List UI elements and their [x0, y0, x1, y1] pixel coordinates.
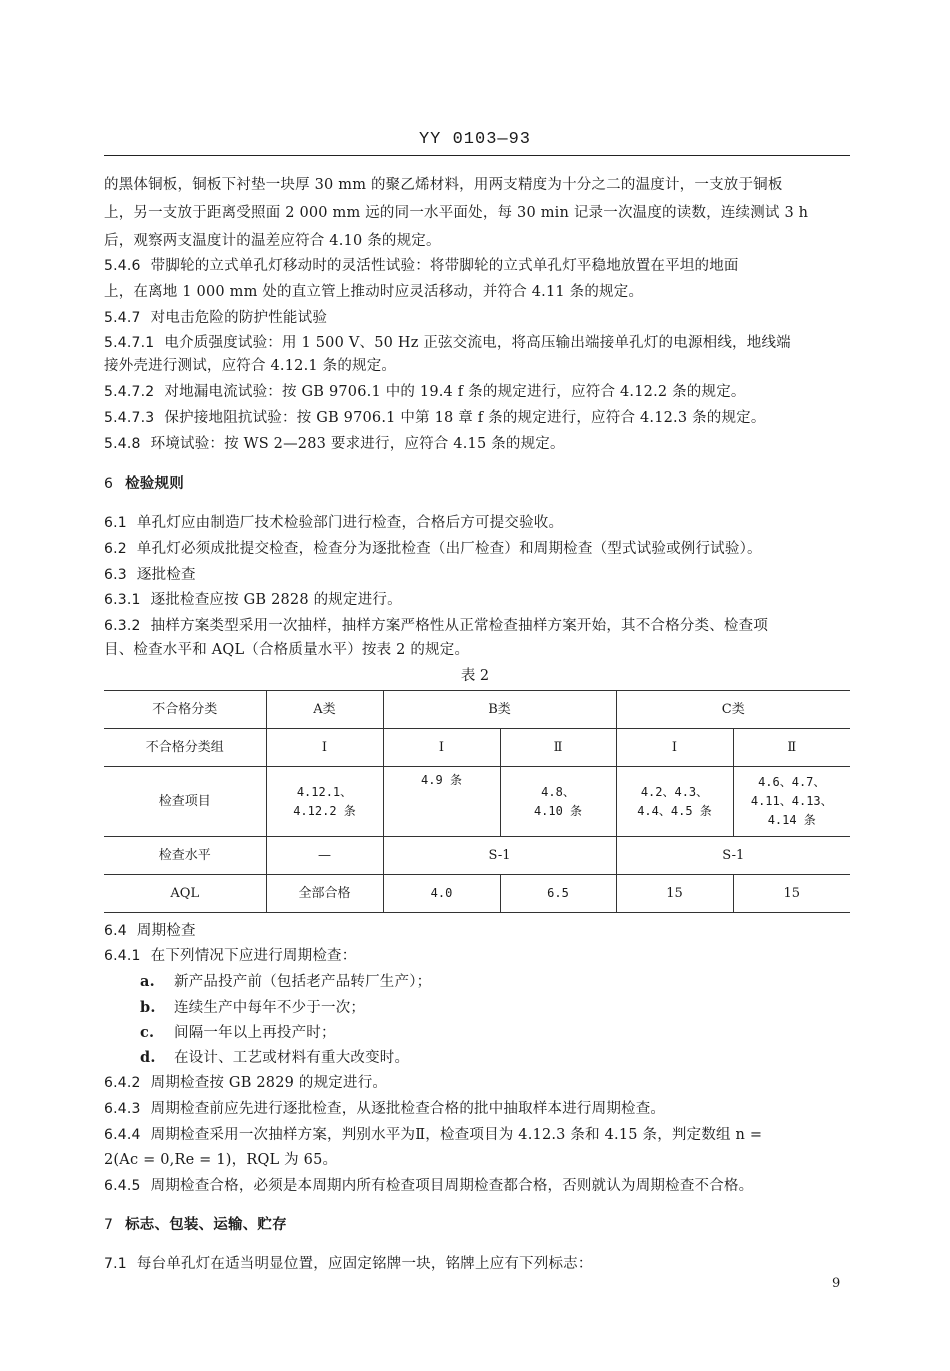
page-header: YY 0103—93	[418, 130, 532, 149]
clause-text: 周期检查采用一次抽样方案，判别水平为Ⅱ，检查项目为 4.12.3 条和 4.15 条，判定数组 n =	[150, 1127, 763, 1143]
cell-line: 4.10 条	[533, 803, 583, 818]
table-cell: Ⅰ	[616, 729, 733, 767]
clause-6-2	[104, 539, 850, 559]
clause-5-4-6	[104, 256, 850, 276]
list-letter: a.	[140, 973, 155, 990]
clause-text: 周期检查合格，必须是本周期内所有检查项目周期检查都合格，否则就认为周期检查不合格。	[150, 1178, 754, 1194]
clause-text: 单孔灯应由制造厂技术检验部门进行检查，合格后方可提交验收。	[136, 515, 564, 531]
clause-6-3-2	[104, 616, 850, 636]
header-rule	[104, 155, 850, 156]
clause-text: 逐批检查应按 GB 2828 的规定进行。	[150, 592, 402, 608]
clause-number: 5.4.7.1	[104, 335, 155, 351]
clause-6-4-5	[104, 1176, 850, 1196]
table-cell: 4.0	[383, 875, 500, 913]
clause-text: 对地漏电流试验：按 GB 9706.1 中的 19.4 f 条的规定进行，应符合 4.12.2 条的规定。	[164, 384, 746, 400]
list-item	[140, 1048, 886, 1068]
cell-line: 4.8、	[541, 784, 575, 799]
table-cell: S-1	[383, 837, 616, 875]
clause-number: 6.3	[104, 567, 127, 583]
clause-number: 5.4.7.2	[104, 384, 155, 400]
clause-number: 6.4	[104, 923, 127, 939]
clause-text: 在下列情况下应进行周期检查：	[150, 948, 357, 964]
cell-line: 4.6、4.7、	[758, 775, 826, 789]
clause-text: 环境试验：按 WS 2—283 要求进行，应符合 4.15 条的规定。	[150, 436, 565, 452]
table-header-cell: 不合格分类	[104, 691, 266, 729]
clause-5-4-7-1-cont: 接外壳进行测试，应符合 4.12.1 条的规定。	[104, 358, 397, 374]
clause-text: 每台单孔灯在适当明显位置，应固定铭牌一块，铭牌上应有下列标志：	[136, 1256, 593, 1272]
table-header-cell: C类	[616, 691, 850, 729]
clause-number: 5.4.7	[104, 310, 141, 326]
clause-number: 6.4.4	[104, 1127, 141, 1143]
clause-5-4-7-1	[104, 333, 850, 353]
clause-6-4-1	[104, 946, 850, 966]
clause-5-4-7-3	[104, 408, 850, 428]
clause-text: 单孔灯必须成批提交检查，检查分为逐批检查（出厂检查）和周期检查（型式试验或例行试验）。	[136, 541, 762, 557]
list-text: 连续生产中每年不少于一次；	[174, 1000, 366, 1016]
paragraph-line: 上，另一支放于距离受照面 2 000 mm 远的同一水平面处，每 30 min 记录一次温度的读数，连续测试 3 h	[104, 205, 809, 221]
clause-text: 周期检查	[136, 923, 196, 939]
clause-6-4	[104, 921, 850, 941]
clause-number: 6.4.3	[104, 1101, 141, 1117]
paragraph-line: 的黑体铜板，铜板下衬垫一块厚 30 mm 的聚乙烯材料，用两支精度为十分之二的温度计，一支放于铜板	[104, 177, 783, 193]
clause-number: 5.4.8	[104, 436, 141, 452]
list-item	[140, 972, 886, 992]
clause-number: 6.3.1	[104, 592, 141, 608]
list-item	[140, 1023, 886, 1043]
clause-text: 带脚轮的立式单孔灯移动时的灵活性试验：将带脚轮的立式单孔灯平稳地放置在平坦的地面	[150, 258, 739, 274]
table-cell: 检查项目	[104, 767, 266, 837]
list-item	[140, 998, 886, 1018]
table-cell: —	[266, 837, 383, 875]
table-cell: 6.5	[500, 875, 616, 913]
table-cell: Ⅰ	[383, 729, 500, 767]
inspection-table	[104, 690, 850, 913]
table-row	[104, 691, 850, 729]
table-cell	[500, 767, 616, 837]
clause-text: 周期检查前应先进行逐批检查，从逐批检查合格的批中抽取样本进行周期检查。	[150, 1101, 666, 1117]
table-cell: 15	[733, 875, 850, 913]
clause-5-4-6-cont: 上，在离地 1 000 mm 处的直立管上推动时应灵活移动，并符合 4.11 条的规定。	[104, 284, 644, 300]
table-header-cell: B类	[383, 691, 616, 729]
clause-text: 抽样方案类型采用一次抽样，抽样方案严格性从正常检查抽样方案开始，其不合格分类、检查项	[150, 618, 769, 634]
table-row	[104, 875, 850, 913]
table-cell: Ⅰ	[266, 729, 383, 767]
clause-6-4-2	[104, 1073, 850, 1093]
table-cell: 4.9 条	[383, 767, 500, 837]
clause-text: 周期检查按 GB 2829 的规定进行。	[150, 1075, 388, 1091]
table-cell: 全部合格	[266, 875, 383, 913]
cell-line: 4.4、4.5 条	[637, 803, 712, 818]
section-number: 6	[104, 476, 114, 492]
table-header-cell: A类	[266, 691, 383, 729]
clause-text: 保护接地阻抗试验：按 GB 9706.1 中第 18 章 f 条的规定进行，应符合 4.12.3 条的规定。	[164, 410, 766, 426]
table-row	[104, 767, 850, 837]
cell-line: 4.12.2 条	[293, 803, 356, 818]
table-caption: 表 2	[460, 668, 490, 684]
clause-text: 对电击危险的防护性能试验	[150, 310, 328, 326]
cell-line: 4.2、4.3、	[640, 784, 709, 799]
table-cell: Ⅱ	[733, 729, 850, 767]
section-number: 7	[104, 1217, 114, 1233]
cell-line: 4.12.1、	[296, 784, 353, 799]
clause-text: 逐批检查	[136, 567, 196, 583]
table-cell	[266, 767, 383, 837]
list-text: 新产品投产前（包括老产品转厂生产）；	[174, 974, 432, 990]
clause-6-3	[104, 565, 850, 585]
clause-number: 7.1	[104, 1256, 127, 1272]
table-cell: 不合格分类组	[104, 729, 266, 767]
section-title: 标志、包装、运输、贮存	[125, 1217, 287, 1233]
clause-number: 6.4.2	[104, 1075, 141, 1091]
clause-text: 电介质强度试验：用 1 500 V、50 Hz 正弦交流电，将高压输出端接单孔灯的电源相线，地线端	[164, 335, 791, 351]
table-cell: 检查水平	[104, 837, 266, 875]
section-title: 检验规则	[125, 476, 184, 492]
cell-line: 4.14 条	[767, 813, 816, 827]
clause-6-3-1	[104, 590, 850, 610]
clause-number: 6.4.5	[104, 1178, 141, 1194]
clause-6-4-4-cont: 2(Ac = 0,Re = 1)，RQL 为 65。	[104, 1152, 338, 1168]
section-7-heading	[104, 1215, 850, 1235]
clause-number: 6.2	[104, 541, 127, 557]
clause-7-1	[104, 1254, 850, 1274]
list-text: 间隔一年以上再投产时；	[174, 1025, 336, 1041]
table-cell: 15	[616, 875, 733, 913]
table-cell: Ⅱ	[500, 729, 616, 767]
clause-5-4-8	[104, 434, 850, 454]
clause-number: 5.4.7.3	[104, 410, 155, 426]
table-cell	[616, 767, 733, 837]
clause-6-4-4	[104, 1125, 850, 1145]
clause-5-4-7-2	[104, 382, 850, 402]
page-number: 9	[832, 1276, 841, 1291]
table-cell: S-1	[616, 837, 850, 875]
table-cell: AQL	[104, 875, 266, 913]
clause-number: 6.3.2	[104, 618, 141, 634]
list-text: 在设计、工艺或材料有重大改变时。	[174, 1050, 410, 1066]
clause-6-1	[104, 513, 850, 533]
clause-6-4-3	[104, 1099, 850, 1119]
clause-number: 6.1	[104, 515, 127, 531]
list-letter: c.	[140, 1024, 155, 1041]
table-cell	[733, 767, 850, 837]
clause-number: 5.4.6	[104, 258, 141, 274]
section-6-heading	[104, 474, 850, 494]
list-letter: d.	[140, 1049, 156, 1066]
table-row	[104, 729, 850, 767]
cell-line: 4.11、4.13、	[750, 794, 833, 808]
clause-number: 6.4.1	[104, 948, 141, 964]
paragraph-line: 后，观察两支温度计的温差应符合 4.10 条的规定。	[104, 233, 441, 249]
list-letter: b.	[140, 999, 156, 1016]
table-row	[104, 837, 850, 875]
clause-6-3-2-cont: 目、检查水平和 AQL（合格质量水平）按表 2 的规定。	[104, 642, 470, 658]
clause-5-4-7	[104, 308, 850, 328]
